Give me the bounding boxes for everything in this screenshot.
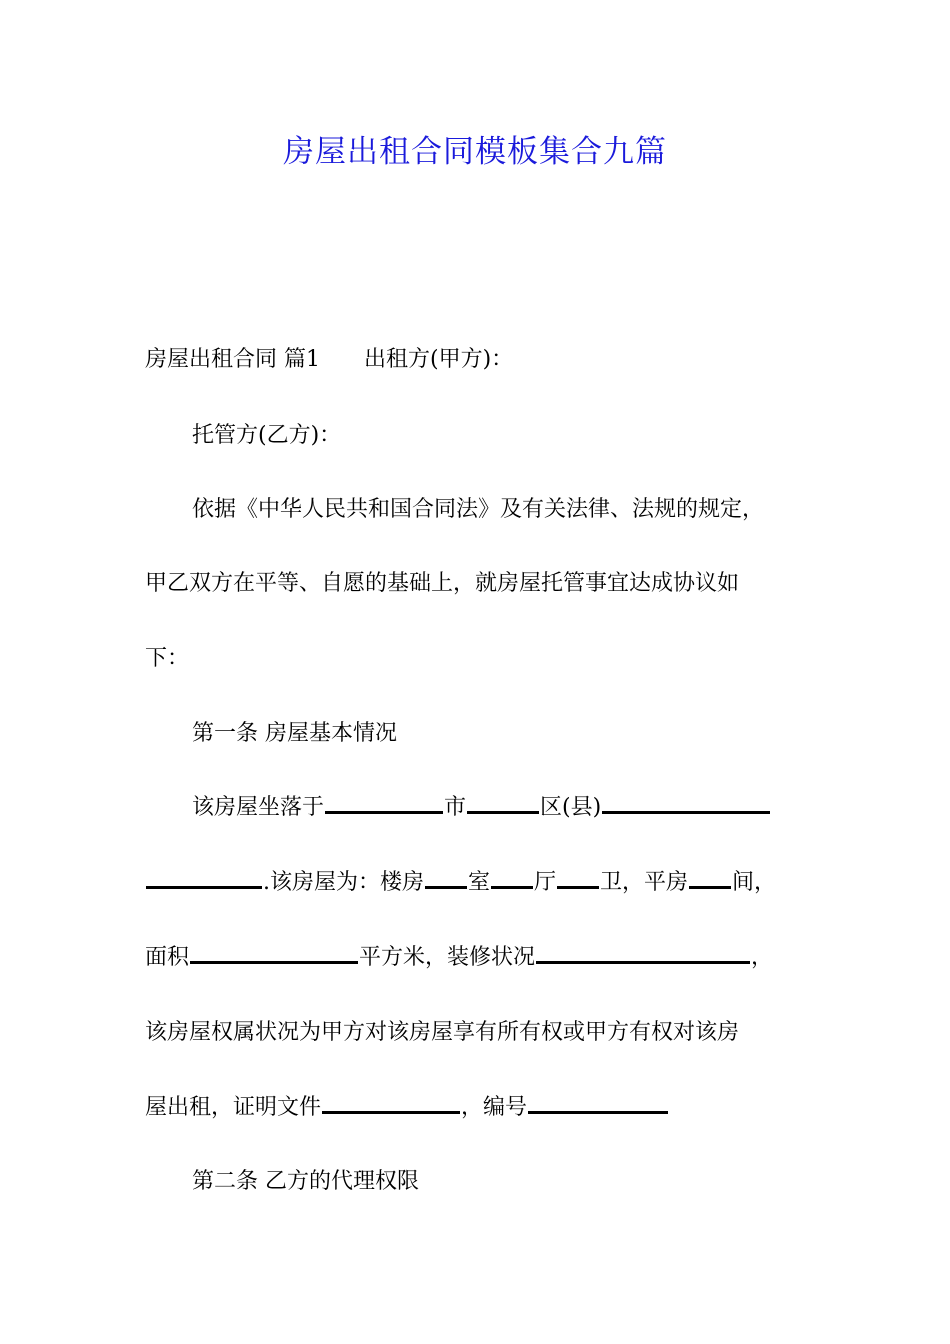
blank-address-start: [325, 795, 443, 814]
blank-city: [467, 795, 539, 814]
blank-baths: [557, 870, 599, 889]
para2-line1: [192, 790, 771, 826]
para2-line4: 该房屋权属状况为甲方对该房屋享有所有权或甲方有权对该房: [145, 1020, 740, 1045]
text-comma: ，: [751, 945, 774, 970]
article1-heading: 第一条 房屋基本情况: [192, 721, 397, 746]
text-city: 市: [444, 795, 467, 820]
para2-line5: [145, 1090, 669, 1126]
section-label: 房屋出租合同 篇1: [145, 347, 320, 372]
text-district: 区(县): [540, 795, 602, 820]
blank-area: [190, 945, 358, 964]
blank-district: [602, 795, 770, 814]
article2-heading: 第二条 乙方的代理权限: [192, 1169, 419, 1194]
text-certificate: 屋出租，证明文件: [145, 1095, 322, 1120]
text-room: 室: [468, 870, 491, 895]
text-house-type: .该房屋为：楼房: [263, 870, 424, 895]
text-rooms-unit: 间，: [732, 870, 777, 895]
heading-line: [145, 342, 513, 378]
text-located-at: 该房屋坐落于: [192, 795, 325, 820]
para1-line3: 下：: [145, 646, 190, 671]
blank-decoration: [536, 945, 750, 964]
para1-line2: 甲乙双方在平等、自愿的基础上，就房屋托管事宜达成协议如: [145, 571, 740, 596]
blank-halls: [491, 870, 533, 889]
text-number: ，编号: [461, 1095, 528, 1120]
blank-rooms: [425, 870, 467, 889]
text-decoration: 平方米，装修状况: [359, 945, 536, 970]
text-bath: 卫，平房: [600, 870, 689, 895]
document-title: 房屋出租合同模板集合九篇: [283, 134, 667, 170]
blank-number: [528, 1095, 668, 1114]
blank-certificate: [322, 1095, 460, 1114]
text-area: 面积: [145, 945, 190, 970]
blank-bungalow: [689, 870, 731, 889]
para1-line1: 依据《中华人民共和国合同法》及有关法律、法规的规定，: [192, 497, 765, 522]
trustee-label: 托管方(乙方)：: [192, 423, 342, 448]
para2-line3: [145, 940, 773, 976]
text-hall: 厅: [534, 870, 557, 895]
lessor-label: 出租方(甲方)：: [364, 347, 514, 372]
para2-line2: [145, 865, 776, 901]
blank-address-end: [146, 870, 262, 889]
